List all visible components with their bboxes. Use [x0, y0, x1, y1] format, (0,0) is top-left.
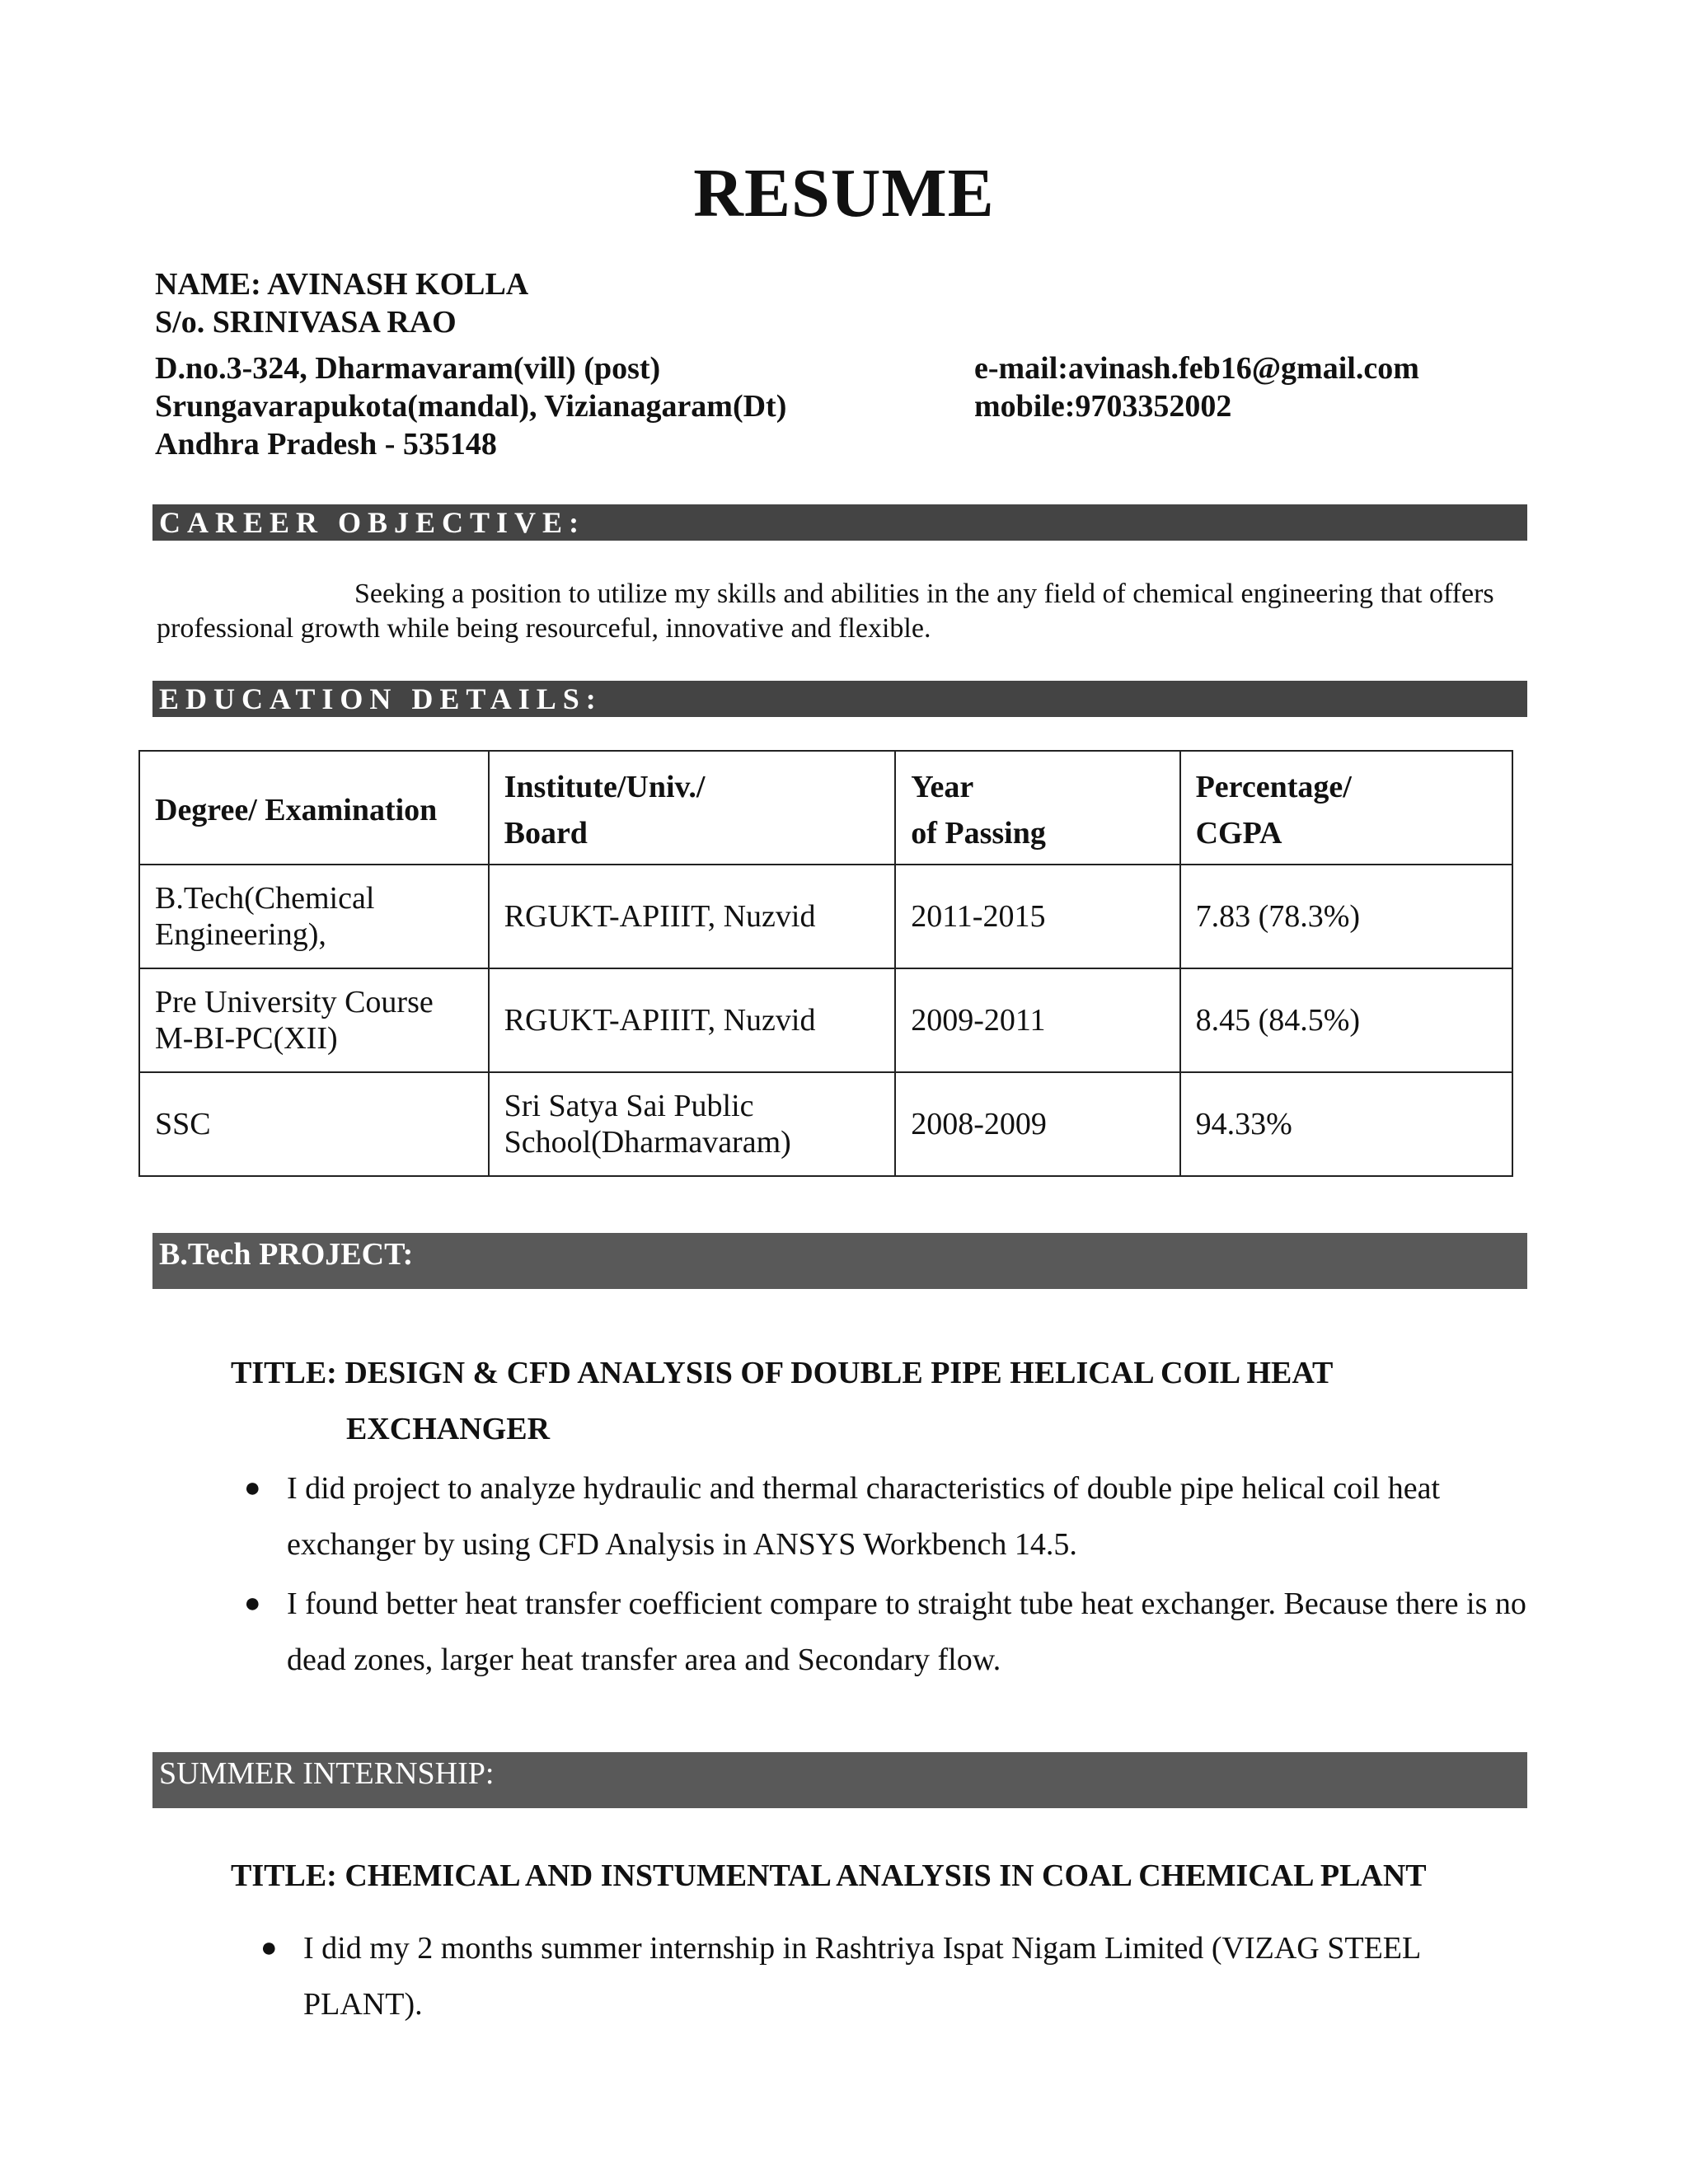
internship-bullet-list — [256, 1920, 1541, 2036]
table-cell-institute: Sri Satya Sai Public School(Dharmavaram) — [489, 1072, 896, 1176]
table-row — [139, 968, 1512, 1072]
address-line-2: Srungavarapukota(mandal), Vizianagaram(Dt) — [155, 389, 787, 424]
career-objective-heading: CAREER OBJECTIVE: — [152, 504, 1527, 541]
bullet-icon: ● — [244, 1588, 261, 1619]
internship-title: TITLE: CHEMICAL AND INSTUMENTAL ANALYSIS IN COAL CHEMICAL PLANT — [231, 1858, 1427, 1893]
table-cell-year: 2011-2015 — [895, 865, 1179, 968]
table-row — [139, 865, 1512, 968]
btech-project-heading: B.Tech PROJECT: — [152, 1233, 1527, 1289]
list-item: ● I did project to analyze hydraulic and thermal characteristics of double pipe helical coil heat exchanger by using CFD Analysis in ANSYS Workbench 14.5. — [239, 1460, 1533, 1572]
name-line: NAME: AVINASH KOLLA — [155, 267, 529, 302]
column-header-percentage: Percentage/ CGPA — [1180, 751, 1512, 865]
table-cell-degree: B.Tech(Chemical Engineering), — [139, 865, 489, 968]
column-header-institute: Institute/Univ./ Board — [489, 751, 896, 865]
table-cell-institute: RGUKT-APIIIT, Nuzvid — [489, 968, 896, 1072]
table-row — [139, 1072, 1512, 1176]
table-cell-year: 2008-2009 — [895, 1072, 1179, 1176]
bullet-icon: ● — [244, 1473, 261, 1503]
table-cell-percentage: 94.33% — [1180, 1072, 1512, 1176]
email-text: e-mail:avinash.feb16@gmail.com — [974, 351, 1419, 386]
education-header-row — [139, 751, 1512, 865]
project-title-line-1: TITLE: DESIGN & CFD ANALYSIS OF DOUBLE PIPE HELICAL COIL HEAT — [231, 1356, 1334, 1390]
list-item: ● I did my 2 months summer internship in Rashtriya Ispat Nigam Limited (VIZAG STEEL PLANT). — [256, 1920, 1541, 2032]
table-cell-percentage: 7.83 (78.3%) — [1180, 865, 1512, 968]
address-line-1: D.no.3-324, Dharmavaram(vill) (post) — [155, 351, 661, 386]
summer-internship-heading: SUMMER INTERNSHIP: — [152, 1752, 1527, 1808]
table-cell-degree: SSC — [139, 1072, 489, 1176]
career-objective-text: Seeking a position to utilize my skills and abilities in the any field of chemical engineering that offers professional growth while being resourceful, innovative and flexible. — [157, 579, 1494, 644]
page-title: RESUME — [693, 155, 995, 232]
education-details-heading: EDUCATION DETAILS: — [152, 681, 1527, 717]
mobile-text: mobile:9703352002 — [974, 389, 1232, 424]
list-item: ● I found better heat transfer coefficient compare to straight tube heat exchanger. Because there is no dead zones, larger heat transfer area and Secondary flow. — [239, 1576, 1533, 1688]
education-table — [138, 750, 1513, 1177]
project-bullet-list — [239, 1460, 1533, 1691]
project-title-line-2: EXCHANGER — [346, 1412, 551, 1446]
address-line-3: Andhra Pradesh - 535148 — [155, 427, 497, 462]
column-header-year: Year of Passing — [895, 751, 1179, 865]
table-cell-institute: RGUKT-APIIIT, Nuzvid — [489, 865, 896, 968]
table-cell-year: 2009-2011 — [895, 968, 1179, 1072]
bullet-icon: ● — [260, 1933, 278, 1963]
parent-line: S/o. SRINIVASA RAO — [155, 305, 457, 340]
table-cell-percentage: 8.45 (84.5%) — [1180, 968, 1512, 1072]
column-header-degree: Degree/ Examination — [139, 751, 489, 865]
table-cell-degree: Pre University Course M-BI-PC(XII) — [139, 968, 489, 1072]
